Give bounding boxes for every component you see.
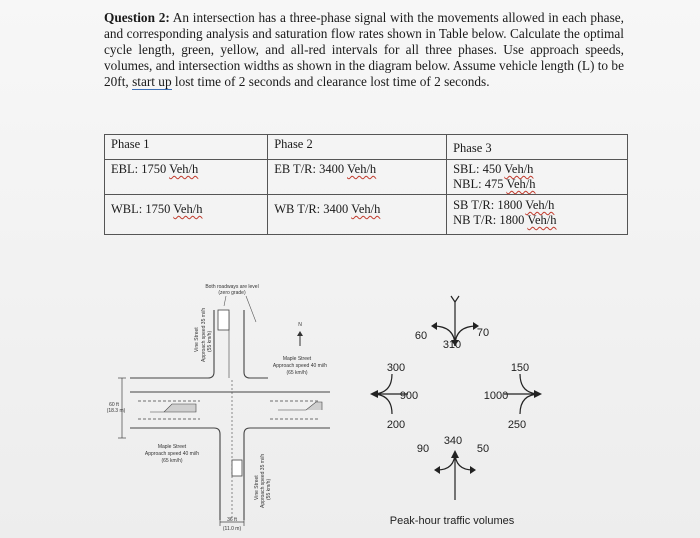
nb-left-head: [434, 466, 440, 474]
phase2-header: Phase 2: [268, 135, 447, 160]
phase3-sbl: SBL: 450 Veh/h: [453, 162, 534, 176]
vol-eb-left: 300: [386, 362, 406, 374]
level-note-1: Both roadways are level: [205, 284, 259, 290]
phase3-header: Phase 3: [453, 141, 492, 155]
vol-eb-right: 200: [386, 419, 406, 431]
vine-bot-label-1: Vine Street: [254, 475, 260, 500]
question-link-startup[interactable]: start up: [132, 74, 172, 89]
vol-eb-through: 900: [399, 390, 419, 402]
vol-nb-right: 50: [476, 443, 490, 455]
north-label: N: [298, 322, 302, 328]
median-island-south: [232, 460, 242, 476]
vol-wb-through: 1000: [483, 390, 509, 402]
volume-arrows-northbound: [437, 452, 473, 500]
wb-arrowhead: [534, 390, 542, 398]
vine-top-label-3: (55 km/h): [207, 330, 213, 352]
maple-left-label-2: Approach speed 40 mi/h: [144, 451, 200, 457]
turn-bay-west: [150, 404, 196, 412]
phase3-nbl: NBL: 475 Veh/h: [453, 177, 536, 191]
width-60-label-2: (18.3 m): [106, 408, 126, 414]
vol-sb-left: 60: [414, 330, 428, 342]
nb-right-head: [470, 466, 476, 474]
vol-nb-left: 90: [416, 443, 430, 455]
phase1-header: Phase 1: [105, 135, 268, 160]
phase1-ebl: EBL: 1750 Veh/h: [105, 160, 268, 195]
turn-bay-east: [278, 402, 322, 410]
eb-arrowhead: [370, 390, 378, 398]
question-body-a: An intersection has a three-phase signal with the movements allowed in each phase, and corresponding analysis and saturation flow rates shown in Table below. Calculate the optimal cycle length, green, yellow, and all-red intervals for all three phases. Use approach speeds, volumes, and intersection widths as shown in the diagram below. Assume vehicle length (L) to be 20ft,: [104, 10, 624, 89]
sb-left-head: [431, 322, 437, 330]
width-36-label-1: 36 ft: [227, 517, 237, 523]
vine-top-label-2: Approach speed 35 mi/h: [201, 307, 207, 362]
phase2-eb: EB T/R: 3400 Veh/h: [268, 160, 447, 195]
level-note-leader-2: [246, 296, 256, 322]
maple-left-label-1: Maple Street: [157, 444, 187, 450]
maple-right-label-1: Maple Street: [282, 356, 312, 362]
vol-wb-right: 150: [510, 362, 530, 374]
width-60-label-1: 60 ft: [109, 402, 119, 408]
vine-top-label-1: Vine Street: [194, 327, 200, 352]
vol-wb-left: 250: [507, 419, 527, 431]
maple-street: [130, 380, 330, 520]
level-note-2: (zero grade): [218, 290, 246, 296]
phase1-wbl: WBL: 1750 Veh/h: [105, 195, 268, 235]
question-body-b: lost time of 2 seconds and clearance lost time of 2 seconds.: [171, 74, 490, 89]
level-note-leader: [224, 296, 226, 306]
maple-right-label-2: Approach speed 40 mi/h: [272, 363, 328, 369]
vol-nb-through: 340: [443, 435, 463, 447]
maple-left-label-3: (65 km/h): [161, 458, 183, 464]
phase3-nb: NB T/R: 1800 Veh/h: [453, 213, 557, 227]
width-36-label-2: (11.0 m): [222, 526, 242, 532]
nb-arrowhead: [451, 450, 459, 458]
vol-sb-through: 310: [442, 339, 462, 351]
median-island-north: [218, 310, 229, 330]
north-arrow-icon: [297, 322, 303, 346]
vine-bot-label-3: (55 km/h): [266, 478, 272, 500]
phase3-sb: SB T/R: 1800 Veh/h: [453, 198, 555, 212]
volume-caption: Peak-hour traffic volumes: [389, 515, 515, 527]
question-label: Question 2:: [104, 10, 170, 25]
maple-right-label-3: (65 km/h): [286, 370, 308, 376]
phase2-wb: WB T/R: 3400 Veh/h: [268, 195, 447, 235]
vine-bot-label-2: Approach speed 35 mi/h: [260, 453, 266, 508]
vol-sb-right: 70: [476, 327, 490, 339]
